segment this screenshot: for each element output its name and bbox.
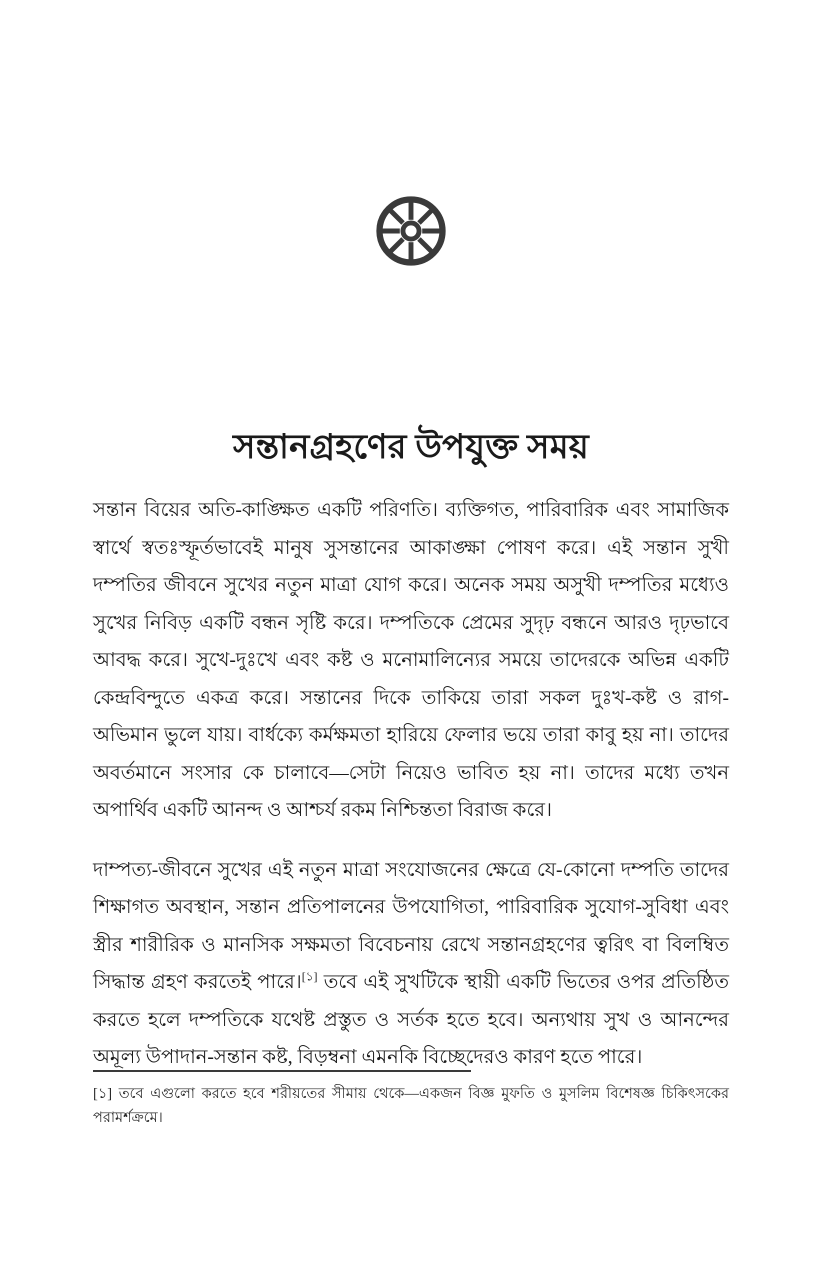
- ornament-container: [0, 196, 822, 266]
- footnote-entry: [93, 1082, 729, 1130]
- footnote-separator-rule: [93, 1070, 471, 1072]
- footnote-number: [১]: [93, 1086, 113, 1102]
- paragraph-2-text-after-footnote: তবে এই সুখটিকে স্থায়ী একটি ভিতের ওপর প্রতিষ্ঠিত করতে হলে দম্পতিকে যথেষ্ট প্রস্তুত ও সর্তক হতে হবে। অন্যথায় সুখ ও আনন্দের অমূল্য উপাদান-সন্তান কষ্ট, বিড়ম্বনা এমনকি বিচ্ছেদেরও কারণ হতে পারে।: [93, 972, 729, 1068]
- chapter-title: সন্তানগ্রহণের উপযুক্ত সময়: [232, 428, 590, 466]
- body-text-block: [93, 492, 729, 1077]
- wheel-rosette-icon: [376, 196, 446, 266]
- paragraph-2: [93, 852, 729, 1077]
- paragraph-1: সন্তান বিয়ের অতি-কাঙ্ক্ষিত একটি পরিণতি। ব্যক্তিগত, পারিবারিক এবং সামাজিক স্বার্থে স্বতঃস্ফূর্তভাবেই মানুষ সুসন্তানের আকাঙ্ক্ষা পোষণ করে। এই সন্তান সুখী দম্পতির জীবনে সুখের নতুন মাত্রা যোগ করে। অনেক সময় অসুখী দম্পতির মধ্যেও সুখের নিবিড় একটি বন্ধন সৃষ্টি করে। দম্পতিকে প্রেমের সুদৃঢ় বন্ধনে আরও দৃঢ়ভাবে আবদ্ধ করে। সুখে-দুঃখে এবং কষ্ট ও মনোমালিন্যের সময়ে তাদেরকে অভিন্ন একটি কেন্দ্রবিন্দুতে একত্র করে। সন্তানের দিকে তাকিয়ে তারা সকল দুঃখ-কষ্ট ও রাগ-অভিমান ভুলে যায়। বার্ধক্যে কর্মক্ষমতা হারিয়ে ফেলার ভয়ে তারা কাবু হয় না। তাদের অবর্তমানে সংসার কে চালাবে—সেটা নিয়েও ভাবিত হয় না। তাদের মধ্যে তখন অপার্থিব একটি আনন্দ ও আশ্চর্য রকম নিশ্চিন্ততা বিরাজ করে।: [93, 500, 729, 821]
- footnote-body-text: তবে এগুলো করতে হবে শরীয়তের সীমায় থেকে—একজন বিজ্ঞ মুফতি ও মুসলিম বিশেষজ্ঞ চিকিৎসকের পরামর্শক্রমে।: [93, 1086, 729, 1126]
- paragraph-2-text-before-footnote: দাম্পত্য-জীবনে সুখের এই নতুন মাত্রা সংযোজনের ক্ষেত্রে যে-কোনো দম্পতি তাদের শিক্ষাগত অবস্থান, সন্তান প্রতিপালনের উপযোগিতা, পারিবারিক সুযোগ-সুবিধা এবং স্ত্রীর শারীরিক ও মানসিক সক্ষমতা বিবেচনায় রেখে সন্তানগ্রহণের ত্বরিৎ বা বিলম্বিত সিদ্ধান্ত গ্রহণ করতেই পারে।: [93, 859, 729, 993]
- footnote-area: [93, 1070, 729, 1130]
- footnote-reference-marker[interactable]: [১]: [301, 969, 318, 984]
